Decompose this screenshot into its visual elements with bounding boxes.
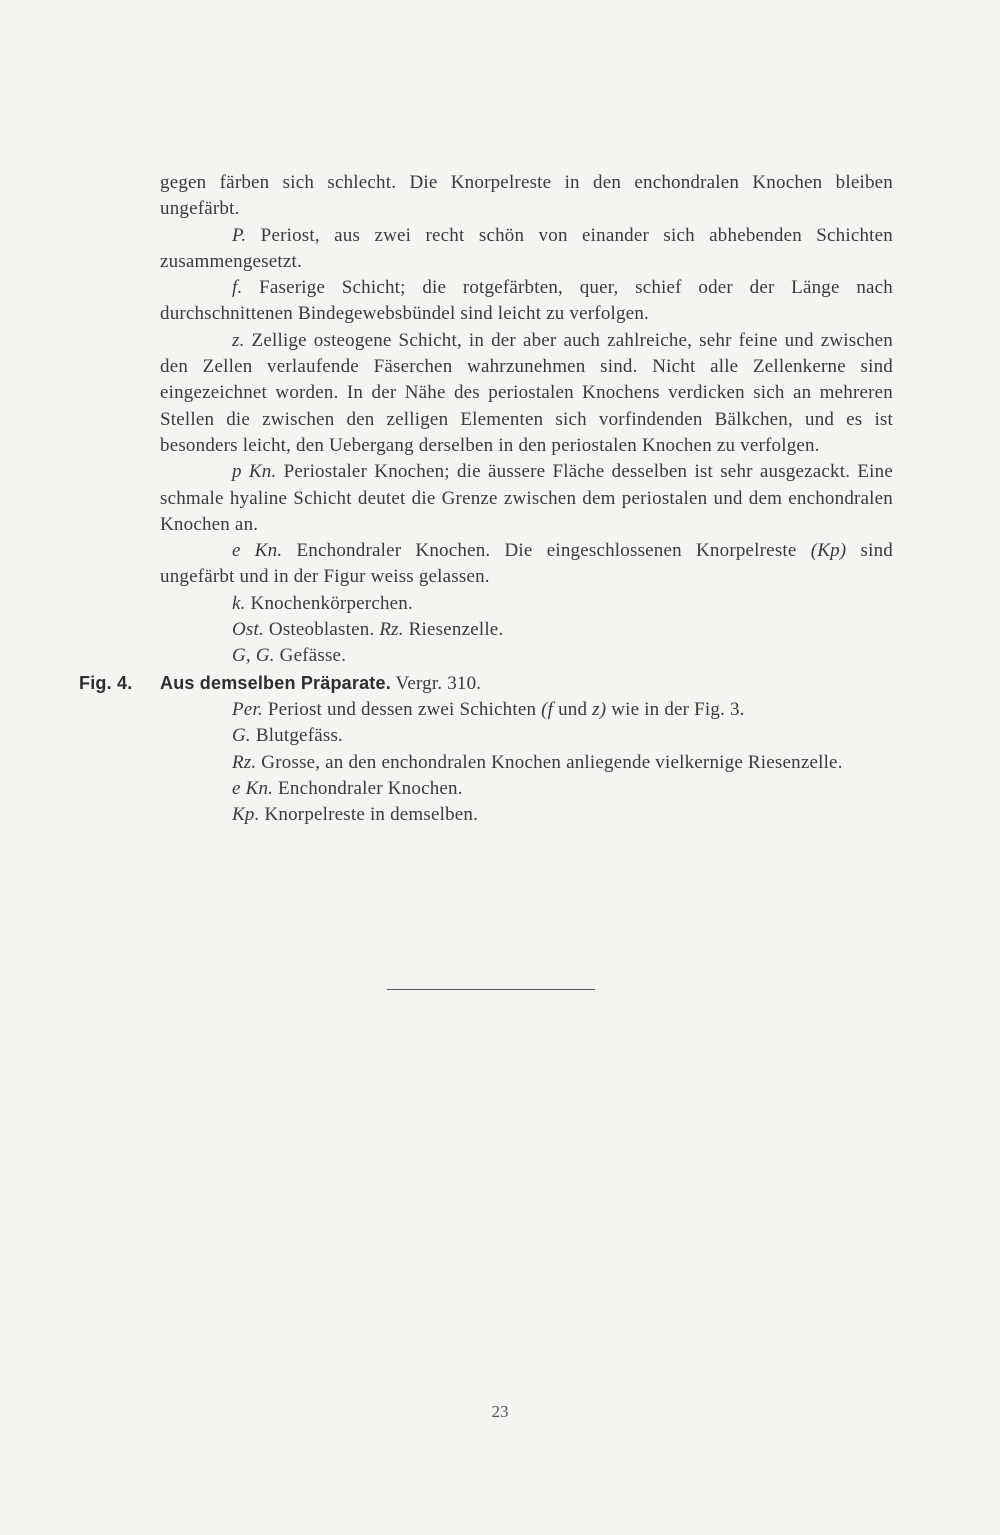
abbr-z: z. bbox=[232, 329, 245, 351]
section-divider bbox=[387, 989, 595, 990]
figure-item-g bbox=[160, 723, 893, 749]
paragraph-enchondraler-text: Enchondraler Knochen. Die eingeschlossenen Knorpelreste bbox=[282, 540, 811, 562]
paragraph-enchondraler-text-2: sind ungefärbt und in der Figur weiss gelassen. bbox=[160, 540, 893, 588]
paragraph-zellige-text: Zellige osteogene Schicht, in der aber auch zahlreiche, sehr feine und zwischen den Zellen verlaufende Fäserchen wahrzunehmen sind. Nicht alle Zellenkerne sind eingezeichnet worden. In der Nähe des periostalen Knochens verdicken sich an mehreren Stellen die zwischen den zelligen Elementen sich vorfindenden Bälkchen, und es ist besonders leicht, den Uebergang derselben in den periostalen Knochen zu verfolgen. bbox=[160, 329, 893, 456]
abbr-z-paren: z) bbox=[592, 698, 607, 720]
abbr-kp-2: Kp. bbox=[232, 804, 260, 826]
paragraph-faserige bbox=[160, 275, 893, 328]
abbr-kp: (Kp) bbox=[810, 540, 847, 562]
paragraph-periost-text: Periost, aus zwei recht schön von einander sich abhebenden Schichten zusammengesetzt. bbox=[160, 224, 893, 272]
figure-item-ekn-text: Enchondraler Knochen. bbox=[273, 777, 463, 799]
paragraph-enchondraler bbox=[160, 538, 893, 591]
figure-item-rz-text: Grosse, an den enchondralen Knochen anliegende vielkernige Riesenzelle. bbox=[256, 751, 843, 773]
figure-item-kp bbox=[160, 802, 893, 828]
figure-item-g-text: Blutgefäss. bbox=[250, 725, 343, 747]
body-text bbox=[79, 170, 893, 828]
paragraph-osteoblasten-text-2: Riesenzelle. bbox=[403, 619, 504, 641]
figure-item-rz bbox=[160, 750, 893, 776]
paragraph-knochenkoerperchen bbox=[160, 591, 893, 617]
abbr-ost: Ost. bbox=[232, 619, 264, 641]
figure-item-kp-text: Knorpelreste in demselben. bbox=[259, 804, 479, 826]
abbr-g: G. bbox=[232, 725, 251, 747]
paragraph-periost bbox=[160, 223, 893, 276]
figure-heading bbox=[79, 670, 893, 697]
abbr-f: f. bbox=[232, 277, 243, 299]
paragraph-periostaler-text: Periostaler Knochen; die äussere Fläche desselben ist sehr ausgezackt. Eine schmale hyaline Schicht deutet die Grenze zwischen dem periostalen und dem enchondralen Knochen an. bbox=[160, 461, 893, 535]
paragraph-1 bbox=[160, 170, 893, 223]
abbr-ekn-2: e Kn. bbox=[232, 777, 274, 799]
paragraph-periostaler bbox=[160, 459, 893, 538]
figure-item-ekn bbox=[160, 776, 893, 802]
abbr-p: P. bbox=[232, 224, 247, 246]
figure-item-per-text-3: wie in der Fig. 3. bbox=[606, 698, 745, 720]
figure-magnification: Vergr. 310. bbox=[390, 672, 482, 694]
abbr-k: k. bbox=[232, 592, 246, 614]
abbr-pkn: p Kn. bbox=[232, 461, 277, 483]
page-number: 23 bbox=[491, 1402, 509, 1421]
paragraph-1-text: gegen färben sich schlecht. Die Knorpelreste in den enchondralen Knochen bleiben ungefärbt. bbox=[160, 172, 893, 220]
abbr-gg: G, G. bbox=[232, 645, 275, 667]
abbr-per: Per. bbox=[232, 698, 263, 720]
abbr-rz-2: Rz. bbox=[232, 751, 257, 773]
abbr-ekn: e Kn. bbox=[232, 540, 283, 562]
paragraph-zellige bbox=[160, 328, 893, 459]
figure-title: Aus demselben Präparate. bbox=[160, 672, 391, 693]
paragraph-gefaesse-text: Gefässe. bbox=[274, 645, 347, 667]
paragraph-knochenkoerperchen-text: Knochenkörperchen. bbox=[245, 592, 413, 614]
paragraph-gefaesse bbox=[160, 643, 893, 669]
paragraph-osteoblasten-text: Osteoblasten. bbox=[263, 619, 380, 641]
figure-item-per bbox=[160, 697, 893, 723]
figure-item-per-text-2: und bbox=[553, 698, 593, 720]
abbr-f-paren: (f bbox=[541, 698, 554, 720]
abbr-rz: Rz. bbox=[379, 619, 404, 641]
paragraph-osteoblasten bbox=[160, 617, 893, 643]
paragraph-faserige-text: Faserige Schicht; die rotgefärbten, quer, schief oder der Länge nach durchschnittenen Bindegewebsbündel sind leicht zu verfolgen. bbox=[160, 277, 893, 325]
figure-label: Fig. 4. bbox=[79, 672, 133, 693]
figure-item-per-text: Periost und dessen zwei Schichten bbox=[262, 698, 542, 720]
